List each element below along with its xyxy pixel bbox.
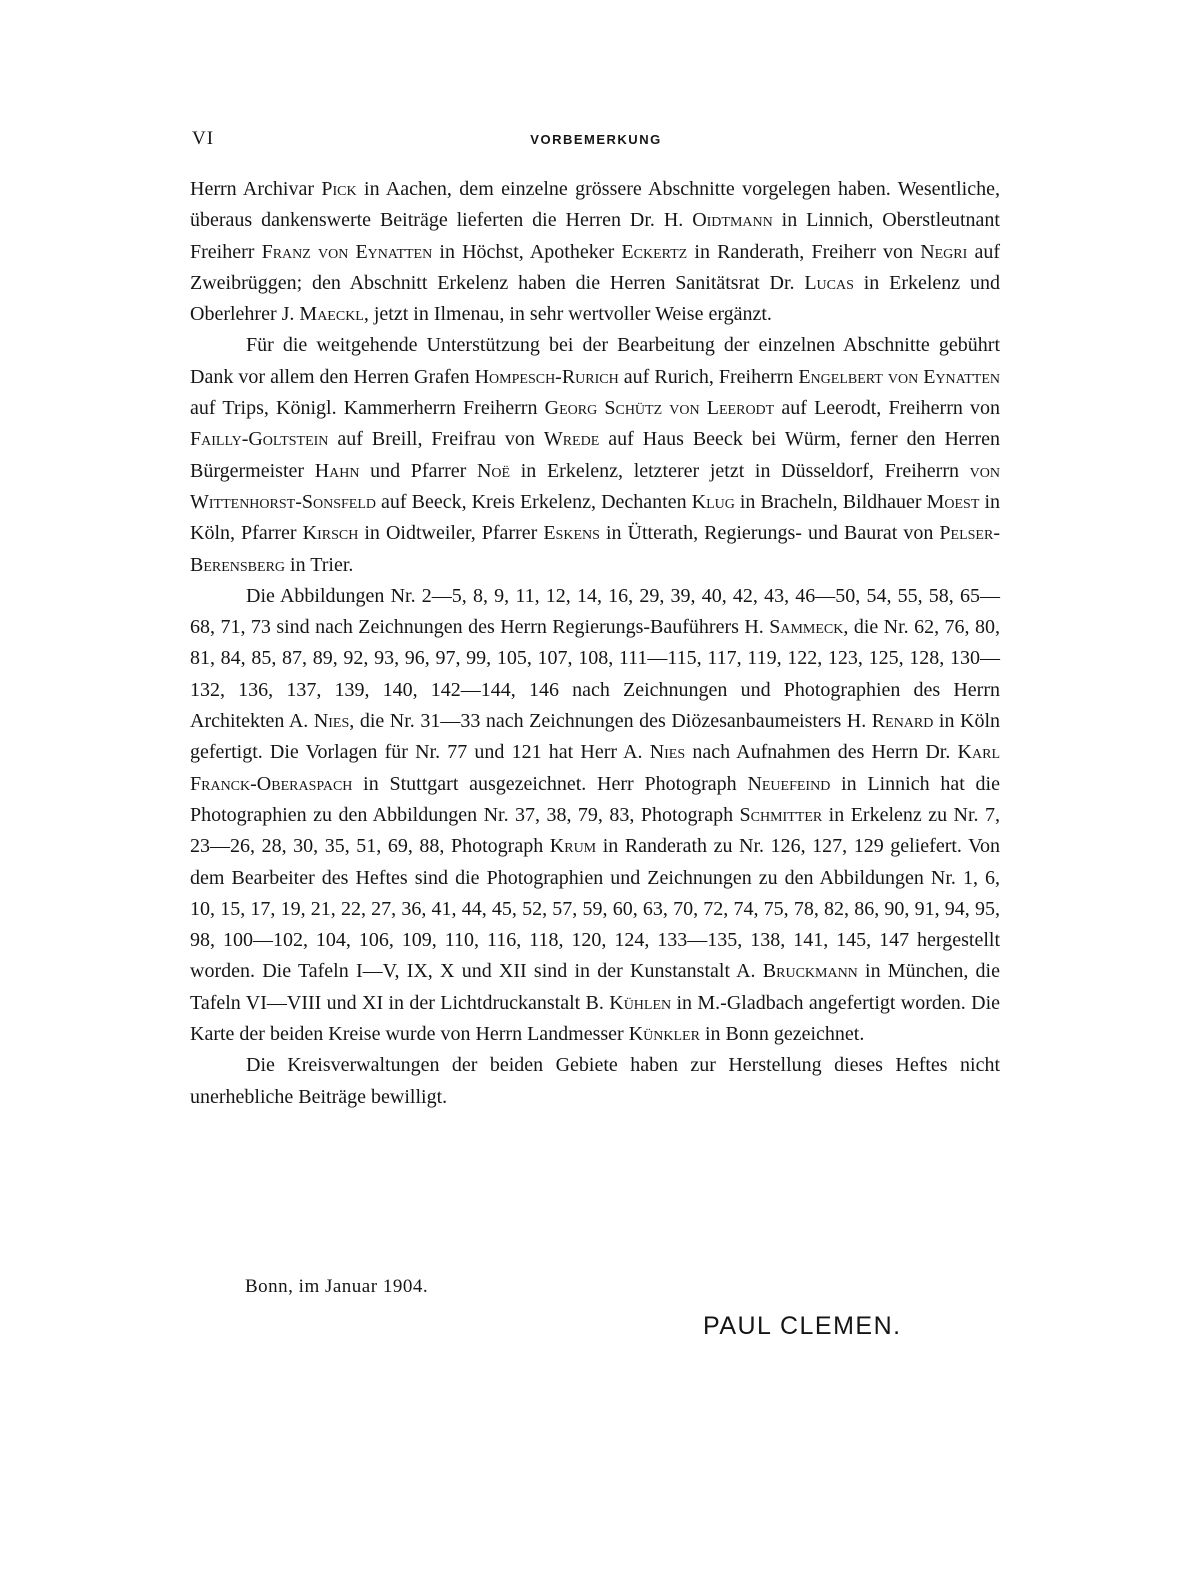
name-smallcaps: Engelbert von Eynatten <box>798 365 1000 388</box>
text-run: auf Leerodt, Freiherrn von <box>774 397 1001 420</box>
text-run: Für die weitgehende Unterstützung bei der Bearbeitung der einzelnen Abschnitte gebührt Dank vor allem den Herren Grafen <box>190 334 1000 388</box>
text-run: , die Nr. 62, 76, 80, 81, 84, 85, 87, 89, 92, 93, 96, 97, 99, 105, 107, 108, 111—115, 117, 119, 122, 123, 125, 128, 130—132, 136, 137, 139, 140, 142—144, 146 nach Zeichnungen und Photographien des Herrn Architekten A. <box>190 616 1000 733</box>
text-run: auf Breill, Freifrau von <box>328 428 544 451</box>
name-smallcaps: Karl Franck-Oberaspach <box>190 741 1000 795</box>
text-run: auf Zweibrüggen; den Abschnitt Erkelenz haben die Herren Sanitätsrat Dr. <box>190 240 1000 294</box>
name-smallcaps: Nies <box>649 741 686 764</box>
name-smallcaps: Moest <box>926 490 980 513</box>
name-smallcaps: Neuefeind <box>747 772 831 795</box>
text-run: in Köln, Pfarrer <box>190 490 1000 545</box>
page-header <box>192 128 1000 156</box>
text-run: in Stuttgart ausgezeichnet. Herr Photograph <box>352 772 748 795</box>
name-smallcaps: Kühlen <box>609 991 672 1014</box>
name-smallcaps: Oidtmann <box>692 209 773 232</box>
place-date-line: Bonn, im Januar 1904. <box>245 1276 429 1297</box>
name-smallcaps: Hompesch-Rurich <box>474 365 619 388</box>
text-run: in Höchst, Apotheker <box>432 240 622 263</box>
name-smallcaps: Failly-Goltstein <box>190 428 329 451</box>
name-smallcaps: Kirsch <box>302 522 359 545</box>
text-run: Die Kreisverwaltungen der beiden Gebiete haben zur Herstellung dieses Heftes nicht unerhebliche Beiträge bewilligt. <box>190 1054 1000 1108</box>
name-smallcaps: Schmitter <box>739 803 823 826</box>
text-run: in Bonn gezeichnet. <box>699 1023 865 1046</box>
name-smallcaps: Lucas <box>804 271 854 294</box>
text-run: in München, die Tafeln VI—VIII und XI in der Lichtdruckanstalt B. <box>190 960 1000 1014</box>
paragraph-4 <box>190 1050 1000 1113</box>
text-run: nach Aufnahmen des Herrn Dr. <box>685 741 958 764</box>
text-run: in Aachen, dem einzelne grössere Abschnitte vorgelegen haben. Wesentliche, überaus dankenswerte Beiträge lieferten die Herren Dr. H. <box>190 178 1000 232</box>
name-smallcaps: von Wittenhorst-Sonsfeld <box>190 459 1000 513</box>
text-run: in Bracheln, Bildhauer <box>734 490 927 513</box>
name-smallcaps: Noë <box>476 459 511 482</box>
text-run: , die Nr. 31—33 nach Zeichnungen des Diözesanbaumeisters H. <box>349 710 872 733</box>
paragraph-2 <box>190 330 1000 580</box>
paragraph-1 <box>190 174 1000 330</box>
name-smallcaps: Pick <box>321 178 357 200</box>
paragraph-3 <box>190 581 1000 1050</box>
name-smallcaps: Renard <box>871 710 934 733</box>
name-smallcaps: Pelser-Berensberg <box>190 522 1000 576</box>
running-head: VORBEMERKUNG <box>530 132 662 147</box>
text-run: in Oidtweiler, Pfarrer <box>358 522 544 545</box>
text-run: auf Trips, Königl. Kammerherrn Freiherrn <box>190 397 545 420</box>
name-smallcaps: Maeckl <box>299 303 364 326</box>
name-smallcaps: Georg Schütz von Leerodt <box>544 397 775 420</box>
text-run: in Randerath zu Nr. 126, 127, 129 geliefert. Von dem Bearbeiter des Heftes sind die Photographien und Zeichnungen zu den Abbildungen Nr. 1, 6, 10, 15, 17, 19, 21, 22, 27, 36, 41, 44, 45, 52, 57, 59, 60, 63, 70, 72, 74, 75, 78, 82, 86, 90, 91, 94, 95, 98, 100—102, 104, 106, 109, 110, 116, 118, 120, 124, 133—135, 138, 141, 145, 147 hergestellt worden. Die Tafeln I—V, IX, X und XII sind in der Kunstanstalt A. <box>190 835 1000 983</box>
name-smallcaps: Nies <box>313 710 350 733</box>
name-smallcaps: Wrede <box>543 428 600 451</box>
text-run: in Randerath, Freiherr von <box>687 240 921 263</box>
name-smallcaps: Klug <box>691 490 735 513</box>
name-smallcaps: Bruckmann <box>762 960 858 983</box>
text-run: Herrn Archivar <box>190 178 322 200</box>
name-smallcaps: Künkler <box>628 1023 700 1046</box>
text-run: auf Beeck, Kreis Erkelenz, Dechanten <box>376 490 692 513</box>
text-run: in Ütterath, Regierungs- und Baurat von <box>599 522 940 545</box>
text-run: in Trier. <box>285 553 354 576</box>
text-run: in Köln gefertigt. Die Vorlagen für Nr. 77 und 121 hat Herr A. <box>190 710 1000 764</box>
text-run: in Linnich hat die Photographien zu den Abbildungen Nr. 37, 38, 79, 83, Photograph <box>190 772 1000 826</box>
name-smallcaps: Eckertz <box>621 240 688 263</box>
page-number: VI <box>192 128 215 149</box>
name-smallcaps: Negri <box>920 240 968 263</box>
name-smallcaps: Franz von Eynatten <box>261 240 433 263</box>
text-run: auf Rurich, Freiherrn <box>618 365 799 388</box>
text-run: auf Haus Beeck bei Würm, ferner den Herren Bürgermeister <box>190 428 1001 482</box>
signature: PAUL CLEMEN. <box>703 1312 902 1340</box>
text-run: in M.-Gladbach angefertigt worden. Die Karte der beiden Kreise wurde von Herrn Landmesser <box>190 991 1000 1046</box>
text-run: in Erkelenz zu Nr. 7, 23—26, 28, 30, 35, 51, 69, 88, Photograph <box>190 803 1001 858</box>
text-run: Die Abbildungen Nr. 2—5, 8, 9, 11, 12, 14, 16, 29, 39, 40, 42, 43, 46—50, 54, 55, 58, 65—68, 71, 73 sind nach Zeichnungen des Herrn Regierungs-Bauführers H. <box>190 584 1000 639</box>
name-smallcaps: Krum <box>549 835 597 858</box>
preface-body <box>190 174 1000 1113</box>
text-run: in Erkelenz und Oberlehrer J. <box>190 271 1000 326</box>
name-smallcaps: Hahn <box>314 459 360 482</box>
name-smallcaps: Eskens <box>543 522 600 545</box>
text-run: , jetzt in Ilmenau, in sehr wertvoller Weise ergänzt. <box>363 303 772 326</box>
name-smallcaps: Sammeck <box>769 616 844 639</box>
text-run: und Pfarrer <box>359 459 477 482</box>
text-run: in Erkelenz, letzterer jetzt in Düsseldorf, Freiherrn <box>510 459 970 482</box>
text-run: in Linnich, Oberstleutnant Freiherr <box>190 209 1000 263</box>
